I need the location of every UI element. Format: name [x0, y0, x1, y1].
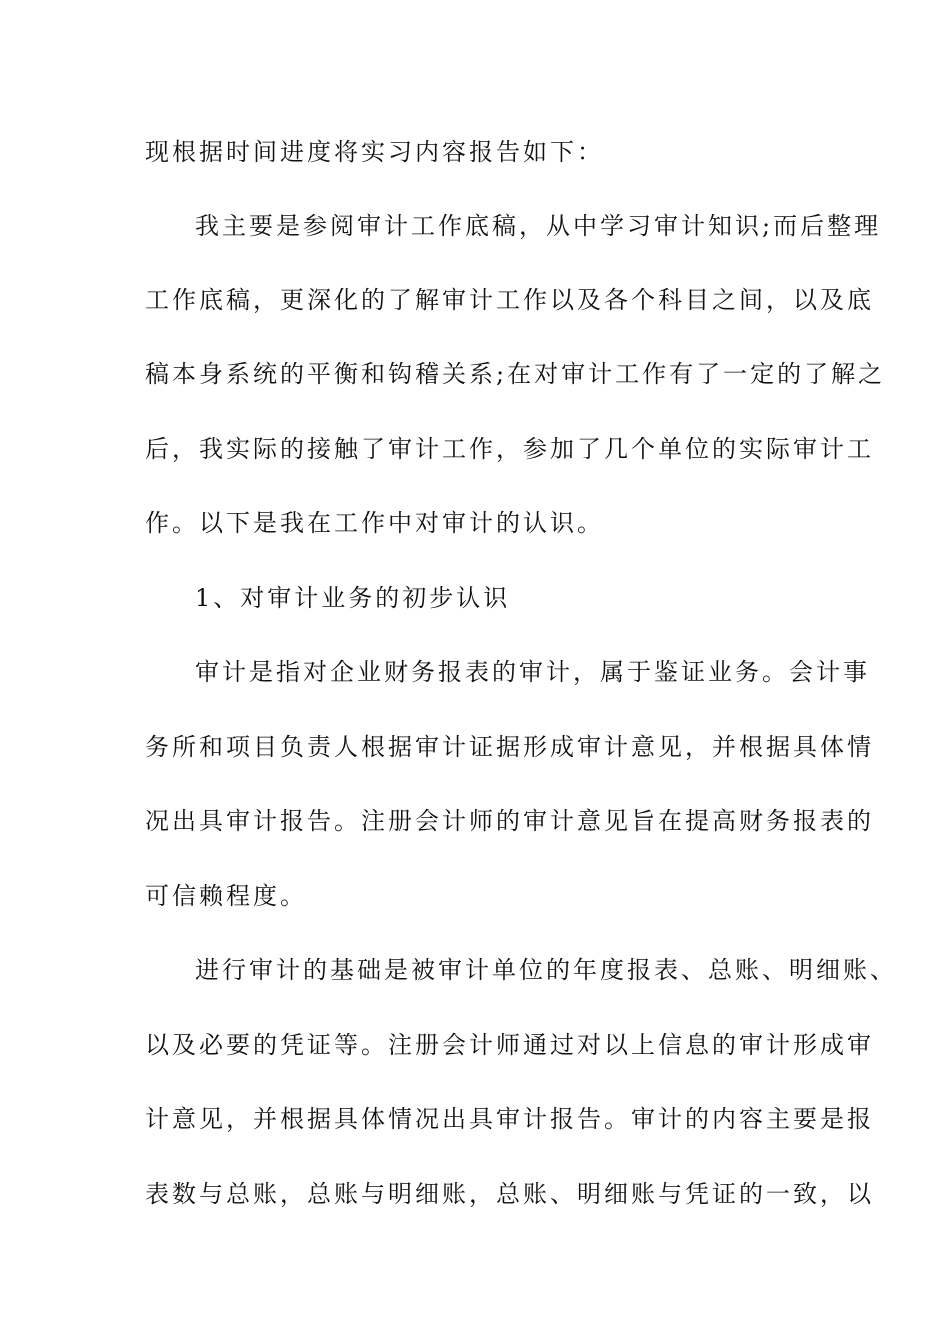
text-line-12: 进行审计的基础是被审计单位的年度报表、总账、明细账、 — [195, 956, 897, 984]
text-line-1: 现根据时间进度将实习内容报告如下： — [145, 138, 604, 166]
text-line-11: 可信赖程度。 — [145, 882, 307, 910]
text-line-4: 稿本身系统的平衡和钩稽关系;在对审计工作有了一定的了解之 — [145, 360, 886, 388]
text-line-8: 审计是指对企业财务报表的审计，属于鉴证业务。会计事 — [195, 658, 870, 686]
text-line-10: 况出具审计报告。注册会计师的审计意见旨在提高财务报表的 — [145, 807, 874, 835]
text-line-15: 表数与总账，总账与明细账，总账、明细账与凭证的一致，以 — [145, 1180, 874, 1208]
text-line-14: 计意见，并根据具体情况出具审计报告。审计的内容主要是报 — [145, 1105, 874, 1133]
text-line-9: 务所和项目负责人根据审计证据形成审计意见，并根据具体情 — [145, 733, 874, 761]
text-line-5: 后，我实际的接触了审计工作，参加了几个单位的实际审计工 — [145, 435, 874, 463]
section-heading: 1、对审计业务的初步认识 — [195, 584, 511, 612]
text-line-6: 作。以下是我在工作中对审计的认识。 — [145, 509, 604, 537]
text-line-13: 以及必要的凭证等。注册会计师通过对以上信息的审计形成审 — [145, 1031, 874, 1059]
text-line-3: 工作底稿，更深化的了解审计工作以及各个科目之间，以及底 — [145, 286, 874, 314]
text-line-2: 我主要是参阅审计工作底稿，从中学习审计知识;而后整理 — [195, 212, 882, 240]
